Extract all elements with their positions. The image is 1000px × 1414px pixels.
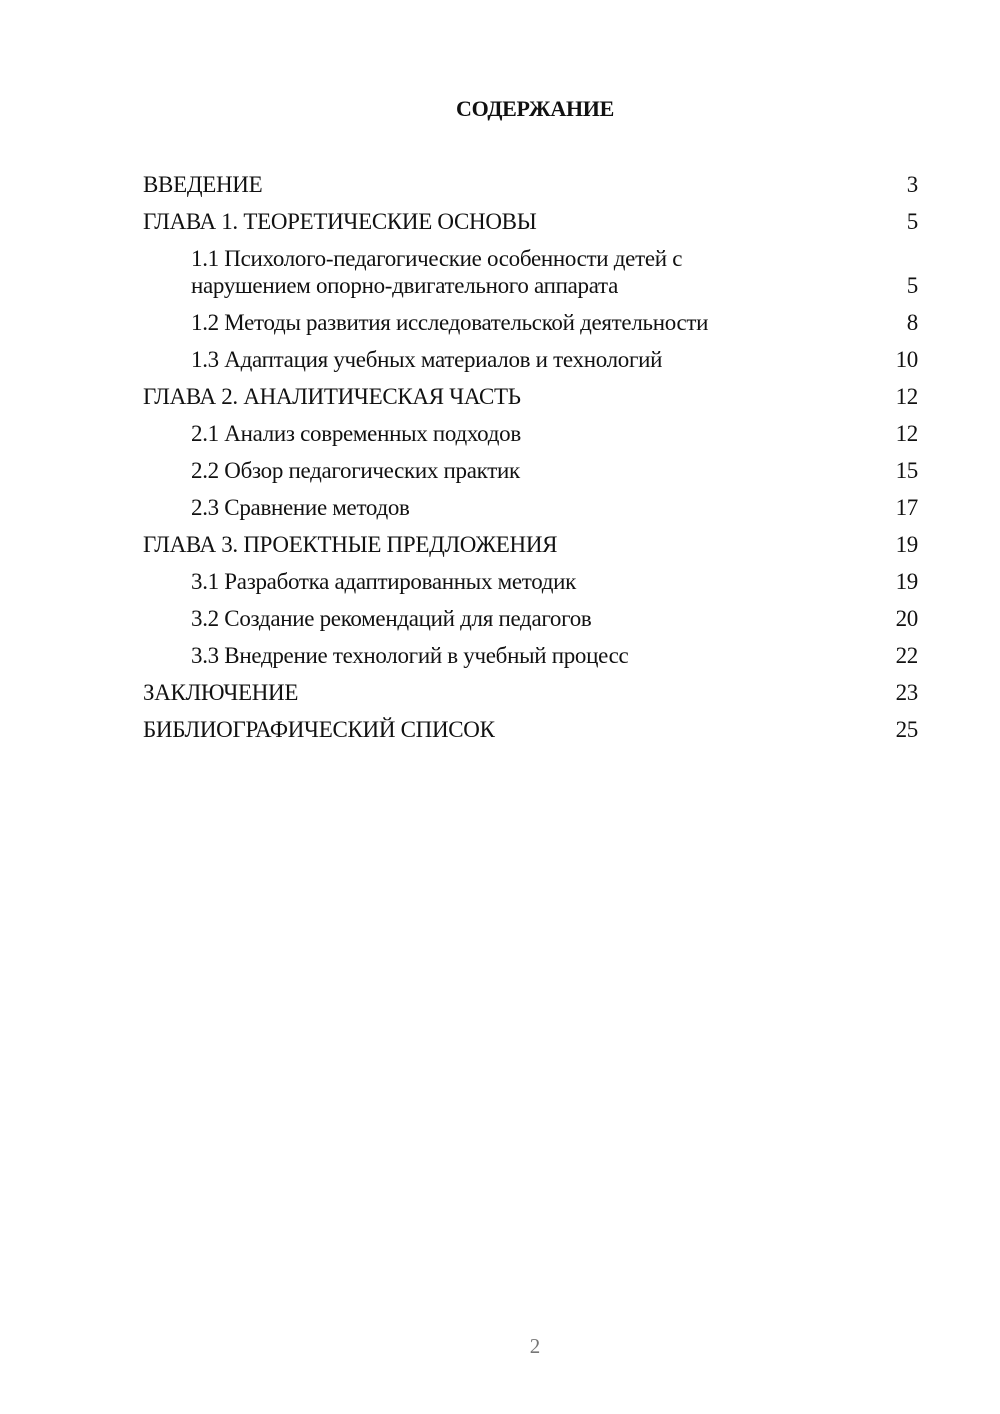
toc-entry-2-1[interactable]: [143, 415, 918, 452]
toc-entry-page: 20: [895, 606, 918, 631]
toc-entry-page: 5: [906, 273, 918, 298]
toc-entry-page: 22: [895, 643, 918, 668]
toc-entry-page: 5: [906, 209, 918, 234]
toc-entry-page: 25: [895, 717, 918, 742]
toc-entry-text: 2.1 Анализ современных подходов: [191, 421, 521, 446]
toc-entry-chapter-3[interactable]: [143, 526, 918, 563]
toc-entry-text: 1.2 Методы развития исследовательской деятельности: [191, 310, 709, 335]
toc-entry-1-2[interactable]: [143, 304, 918, 341]
toc-entry-text: 1.3 Адаптация учебных материалов и технологий: [191, 347, 663, 372]
toc-entry-text: ГЛАВА 2. АНАЛИТИЧЕСКАЯ ЧАСТЬ: [143, 384, 521, 409]
toc-entry-page: 19: [895, 532, 918, 557]
toc-entry-1-1[interactable]: [143, 240, 918, 304]
toc-entry-page: 10: [895, 347, 918, 372]
toc-title: СОДЕРЖАНИЕ: [456, 96, 614, 121]
toc-entry-text: 2.2 Обзор педагогических практик: [191, 458, 520, 483]
toc-entry-text: ГЛАВА 1. ТЕОРЕТИЧЕСКИЕ ОСНОВЫ: [143, 209, 537, 234]
toc-entry-text: 3.3 Внедрение технологий в учебный процесс: [191, 643, 629, 668]
toc-entry-page: 8: [906, 310, 918, 335]
toc-entry-2-3[interactable]: [143, 489, 918, 526]
toc-entry-chapter-2[interactable]: [143, 378, 918, 415]
toc-entry-3-3[interactable]: [143, 637, 918, 674]
toc-entry-page: 12: [895, 421, 918, 446]
toc-entry-text: ГЛАВА 3. ПРОЕКТНЫЕ ПРЕДЛОЖЕНИЯ: [143, 532, 558, 557]
toc-entry-text: 3.2 Создание рекомендаций для педагогов: [191, 606, 592, 631]
toc-entry-2-2[interactable]: [143, 452, 918, 489]
toc-entry-text: 3.1 Разработка адаптированных методик: [191, 569, 577, 594]
page-number: 2: [529, 1334, 541, 1358]
toc-entry-page: 17: [895, 495, 918, 520]
toc-entry-page: 3: [906, 172, 918, 197]
toc-entry-3-2[interactable]: [143, 600, 918, 637]
toc-entry-3-1[interactable]: [143, 563, 918, 600]
toc-entry-text: 2.3 Сравнение методов: [191, 495, 410, 520]
toc-entry-introduction[interactable]: [143, 166, 918, 203]
toc-entry-page: 19: [895, 569, 918, 594]
toc-entry-bibliography[interactable]: [143, 711, 918, 748]
toc-entry-chapter-1[interactable]: [143, 203, 918, 240]
toc-entry-text: ЗАКЛЮЧЕНИЕ: [143, 680, 299, 705]
table-of-contents: [143, 166, 918, 748]
toc-entry-page: 15: [895, 458, 918, 483]
toc-entry-conclusion[interactable]: [143, 674, 918, 711]
toc-entry-page: 23: [895, 680, 918, 705]
toc-entry-1-3[interactable]: [143, 341, 918, 378]
toc-entry-text: БИБЛИОГРАФИЧЕСКИЙ СПИСОК: [143, 717, 495, 742]
toc-entry-text: ВВЕДЕНИЕ: [143, 172, 263, 197]
toc-entry-page: 12: [895, 384, 918, 409]
toc-entry-text: 1.1 Психолого-педагогические особенности детей с нарушением опорно-двигательного аппарата: [191, 246, 683, 298]
